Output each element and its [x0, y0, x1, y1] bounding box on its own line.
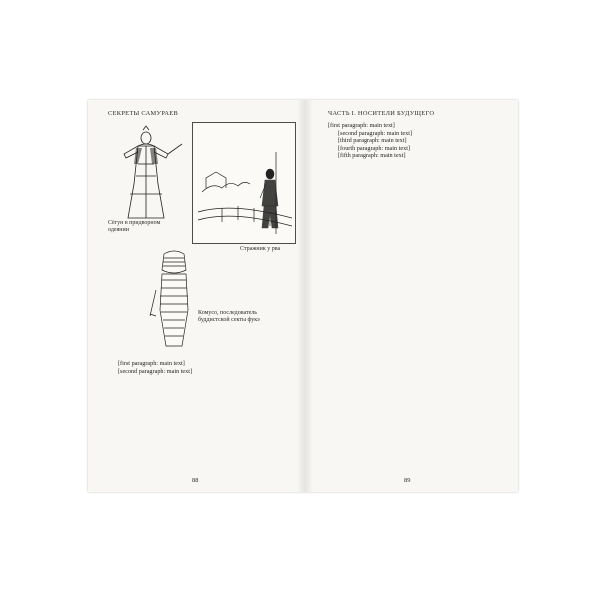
right-running-head: ЧАСТЬ I. НОСИТЕЛИ БУДУЩЕГО — [328, 110, 435, 117]
caption-shogun: Сёгун в придворном одеянии — [108, 220, 161, 233]
paragraph: [second paragraph: main text] — [338, 129, 413, 137]
paragraph: [fifth paragraph: main text] — [338, 152, 406, 160]
paragraph: [first paragraph: main text] — [328, 122, 395, 129]
left-page-number: 88 — [192, 477, 199, 484]
komuso-monk-illustration — [148, 250, 200, 350]
right-text-block — [328, 122, 504, 160]
guard-illustration — [192, 122, 296, 244]
right-page-number: 89 — [404, 477, 411, 484]
paragraph: [second paragraph: main text] — [118, 367, 193, 375]
caption-guard: Стражник у рва — [240, 246, 281, 252]
paragraph: [fourth paragraph: main text] — [338, 144, 410, 152]
shogun-illustration — [108, 124, 188, 222]
paragraph: [first paragraph: main text] — [118, 360, 185, 367]
paragraph: [third paragraph: main text] — [338, 137, 407, 145]
left-page — [88, 100, 300, 492]
caption-monk: Комусо, последователь буддистской секты фукэ — [198, 310, 260, 323]
book-spread — [88, 100, 518, 492]
left-text-block — [108, 360, 280, 375]
right-page — [306, 100, 518, 492]
left-running-head: СЕКРЕТЫ САМУРАЕВ — [108, 110, 179, 117]
